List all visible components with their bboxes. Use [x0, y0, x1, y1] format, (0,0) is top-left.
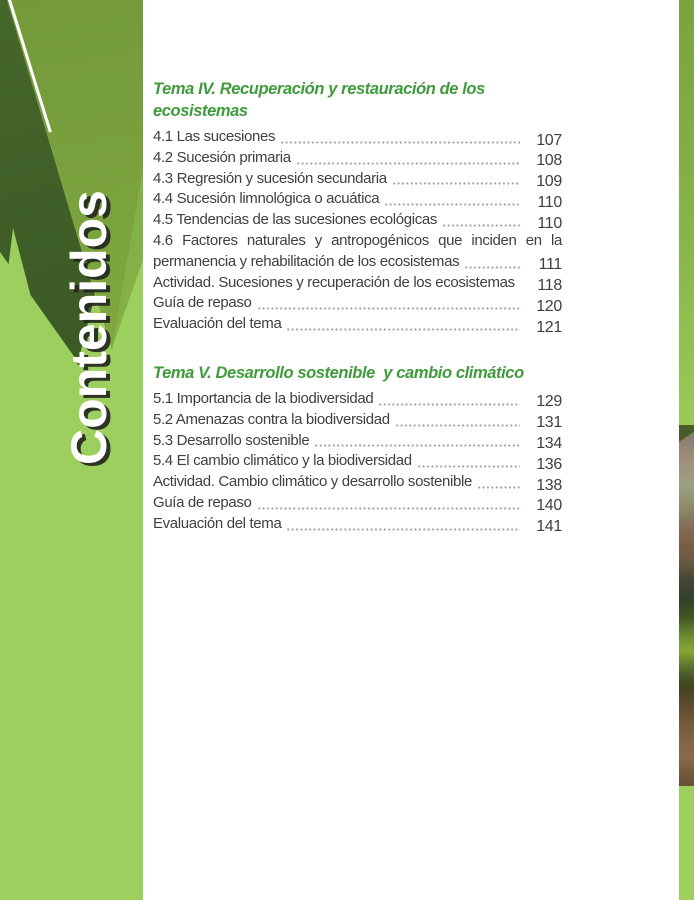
toc-entry-label: 4.3 Regresión y sucesión secundaria — [153, 169, 387, 187]
toc-entry-label: 4.1 Las sucesiones — [153, 128, 276, 145]
page-title-vertical: Contenidos — [61, 190, 117, 465]
toc-entry-page-number: 120 — [536, 297, 562, 315]
dot-leader — [417, 465, 520, 468]
toc-entry-page-number: 121 — [536, 318, 562, 336]
facing-page-green-top — [679, 0, 694, 430]
toc-entry-row — [153, 273, 562, 294]
toc-entry-label: 5.1 Importancia de la biodiversidad — [153, 389, 374, 407]
toc-entry-page-number: 110 — [537, 214, 562, 232]
facing-page-edge — [679, 0, 694, 900]
toc-entry-label: 4.5 Tendencias de las sucesiones ecológicas — [153, 211, 438, 229]
toc-section — [153, 362, 562, 535]
dot-leader — [392, 182, 520, 185]
toc-entry-page-number: 107 — [536, 131, 562, 149]
nature-photo-strip — [679, 425, 694, 786]
toc-entry-page-number: 111 — [538, 256, 562, 274]
toc-entry-page-number: 129 — [536, 393, 562, 411]
toc-entry-row — [153, 431, 562, 452]
toc-entry-row — [153, 148, 562, 169]
toc-entry-page-number: 118 — [537, 277, 562, 295]
facing-page-green-bottom — [679, 786, 694, 900]
toc-entry-label: Actividad. Sucesiones y recuperación de los ecosistemas — [153, 273, 515, 291]
dot-leader — [286, 328, 520, 331]
section-heading: Tema V. Desarrollo sostenible y cambio climático — [153, 363, 524, 382]
toc-entry-wrapped-line: 4.6 Factores naturales y antropogénicos que inciden en la — [153, 231, 562, 249]
toc-entry-row — [153, 252, 562, 273]
dot-leader — [257, 307, 520, 310]
toc-entry-row — [153, 293, 562, 314]
toc-entry-label: permanencia y rehabilitación de los ecosistemas — [153, 252, 460, 270]
toc-section — [153, 78, 562, 335]
toc-entry-row — [153, 169, 562, 190]
dot-leader — [477, 486, 520, 489]
toc-entry-label: 4.4 Sucesión limnológica o acuática — [153, 190, 380, 208]
toc-entry-label: 5.3 Desarrollo sostenible — [153, 431, 310, 449]
toc-entry-label: 5.4 El cambio climático y la biodiversidad — [153, 452, 412, 470]
dot-leader — [378, 403, 520, 406]
dot-leader — [384, 203, 520, 206]
toc-entry-row — [153, 389, 562, 410]
toc-entry-label: Guía de repaso — [153, 294, 252, 312]
toc-entry-row — [153, 514, 562, 535]
dot-leader — [395, 424, 520, 427]
dot-leader — [257, 507, 520, 510]
toc-entry-page-number: 108 — [536, 152, 562, 170]
toc-entry-page-number: 136 — [536, 455, 562, 473]
toc-entry-label: Actividad. Cambio climático y desarrollo sostenible — [153, 473, 472, 491]
toc-entry-label: Evaluación del tema — [153, 315, 282, 333]
table-of-contents — [153, 78, 562, 535]
toc-entry-row — [153, 410, 562, 431]
toc-entry-row — [153, 210, 562, 231]
dot-leader — [280, 141, 520, 144]
nature-photo-blur — [679, 425, 694, 786]
section-heading: Tema IV. Recuperación y restauración de los ecosistemas — [153, 80, 490, 120]
toc-entry-page-number: 134 — [536, 435, 562, 453]
toc-entry-row — [153, 451, 562, 472]
toc-entry-label: 4.2 Sucesión primaria — [153, 148, 291, 166]
toc-entry-page-number: 140 — [536, 497, 562, 515]
dot-leader — [286, 528, 520, 531]
toc-entry-page-number: 138 — [536, 476, 562, 494]
toc-entry-row — [153, 127, 562, 148]
toc-entry-page-number: 141 — [536, 518, 562, 536]
dot-leader — [314, 444, 520, 447]
toc-entry-row — [153, 314, 562, 335]
toc-entry-row — [153, 493, 562, 514]
toc-entry-page-number: 109 — [536, 173, 562, 191]
toc-entry-row — [153, 472, 562, 493]
toc-entry-label: 5.2 Amenazas contra la biodiversidad — [153, 410, 390, 428]
dot-leader — [296, 162, 520, 165]
toc-entry-page-number: 131 — [536, 414, 562, 432]
toc-entry-page-number: 110 — [537, 193, 562, 211]
toc-entry-row — [153, 189, 562, 210]
dot-leader — [442, 224, 520, 227]
toc-entry-label: Evaluación del tema — [153, 514, 282, 532]
dot-leader — [464, 266, 520, 269]
toc-entry-label: Guía de repaso — [153, 493, 252, 511]
